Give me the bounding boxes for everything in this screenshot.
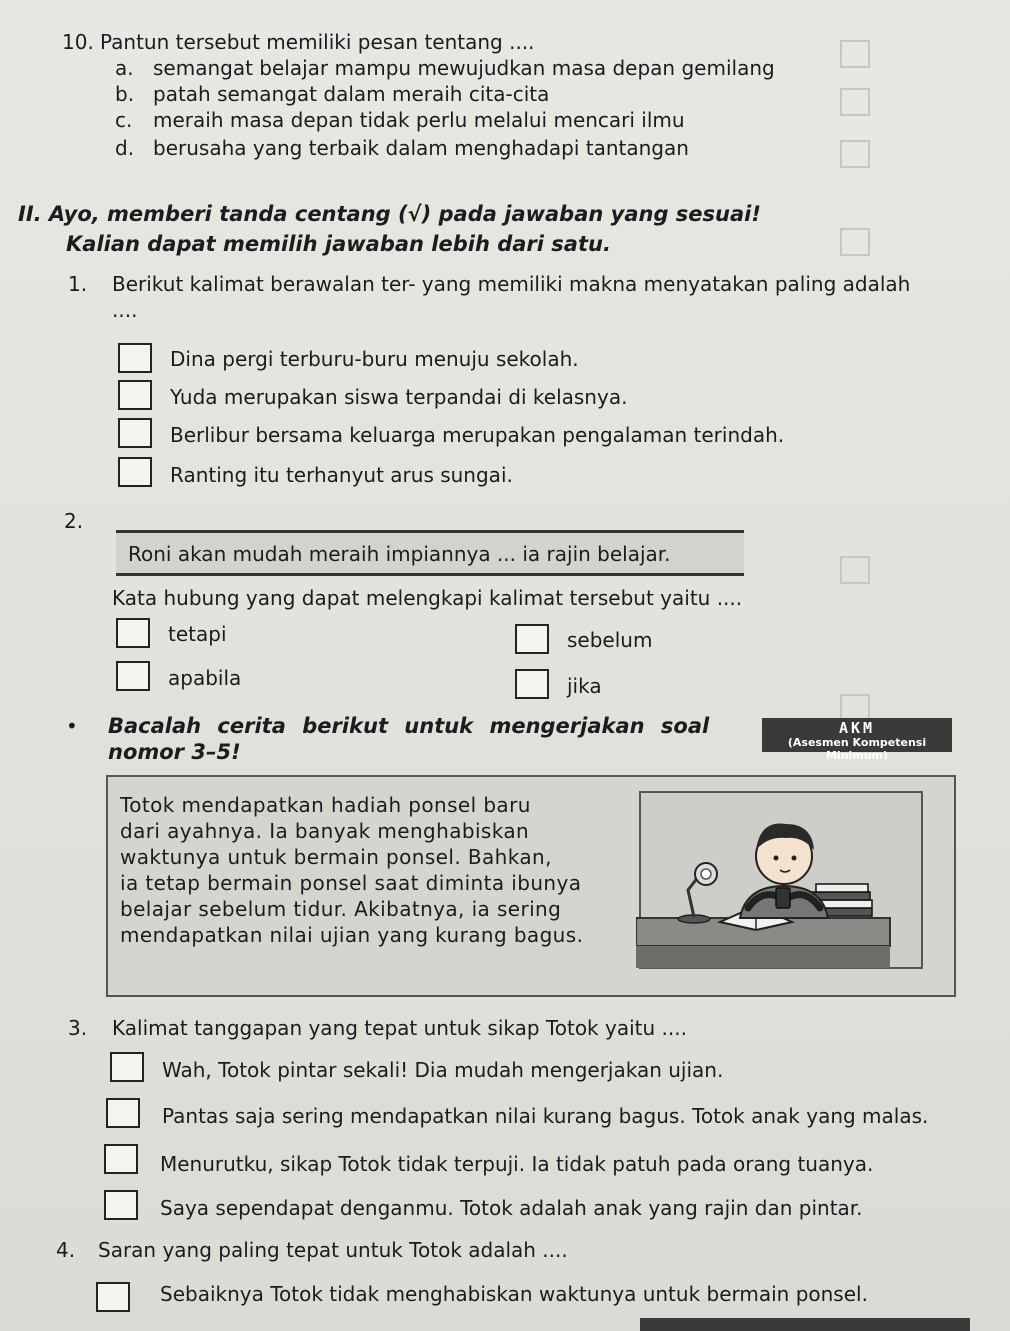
story-line: ia tetap bermain ponsel saat diminta ibunya bbox=[120, 871, 582, 895]
q3-checkbox-2[interactable] bbox=[106, 1098, 140, 1128]
q2-checkbox-tetapi[interactable] bbox=[116, 618, 150, 648]
q1-checkbox-1[interactable] bbox=[118, 343, 152, 373]
q4-number: 4. bbox=[56, 1238, 76, 1262]
q10-option-a[interactable]: semangat belajar mampu mewujudkan masa depan gemilang bbox=[153, 56, 775, 80]
bleed-through-box bbox=[840, 88, 870, 116]
q2-sentence: Roni akan mudah meraih impiannya ... ia rajin belajar. bbox=[128, 542, 671, 566]
q2-option-jika: jika bbox=[567, 674, 602, 698]
q4-question: Saran yang paling tepat untuk Totok adalah .... bbox=[98, 1238, 568, 1262]
q1-ellipsis: .... bbox=[112, 298, 138, 322]
q10-option-b-letter: b. bbox=[115, 82, 135, 106]
q4-option-1: Sebaiknya Totok tidak menghabiskan waktunya untuk bermain ponsel. bbox=[160, 1282, 868, 1306]
section-2-subtitle: Kalian dapat memilih jawaban lebih dari satu. bbox=[66, 232, 611, 256]
q3-option-4: Saya sependapat denganmu. Totok adalah anak yang rajin dan pintar. bbox=[160, 1196, 863, 1220]
q2-checkbox-sebelum[interactable] bbox=[515, 624, 549, 654]
akm-title: AKM bbox=[838, 719, 876, 737]
story-line: belajar sebelum tidur. Akibatnya, ia sering bbox=[120, 897, 562, 921]
q3-checkbox-4[interactable] bbox=[104, 1190, 138, 1220]
q2-number: 2. bbox=[64, 509, 84, 533]
phone bbox=[776, 888, 790, 908]
q1-checkbox-4[interactable] bbox=[118, 457, 152, 487]
story-line: Totok mendapatkan hadiah ponsel baru bbox=[120, 793, 531, 817]
q3-option-3: Menurutku, sikap Totok tidak terpuji. Ia tidak patuh pada orang tuanya. bbox=[160, 1152, 874, 1176]
q3-checkbox-1[interactable] bbox=[110, 1052, 144, 1082]
bleed-through-box bbox=[840, 228, 870, 256]
story-instruction-line-2: nomor 3–5! bbox=[108, 740, 241, 764]
q1-checkbox-3[interactable] bbox=[118, 418, 152, 448]
q10-option-b[interactable]: patah semangat dalam meraih cita-cita bbox=[153, 82, 550, 106]
q1-option-3: Berlibur bersama keluarga merupakan pengalaman terindah. bbox=[170, 423, 785, 447]
akm-badge bbox=[762, 718, 952, 762]
q1-option-4: Ranting itu terhanyut arus sungai. bbox=[170, 463, 513, 487]
q1-question: Berikut kalimat berawalan ter- yang memiliki makna menyatakan paling adalah bbox=[112, 272, 911, 296]
story-illustration bbox=[636, 790, 940, 990]
q2-checkbox-apabila[interactable] bbox=[116, 661, 150, 691]
q10-option-d-letter: d. bbox=[115, 136, 135, 160]
q1-checkbox-2[interactable] bbox=[118, 380, 152, 410]
bullet: • bbox=[66, 714, 78, 738]
q10-option-c[interactable]: meraih masa depan tidak perlu melalui mencari ilmu bbox=[153, 108, 685, 132]
q3-option-1: Wah, Totok pintar sekali! Dia mudah mengerjakan ujian. bbox=[162, 1058, 724, 1082]
q3-option-2: Pantas saja sering mendapatkan nilai kurang bagus. Totok anak yang malas. bbox=[162, 1104, 929, 1128]
q10-question: Pantun tersebut memiliki pesan tentang .... bbox=[100, 30, 535, 54]
bleed-through-box bbox=[840, 556, 870, 584]
story-line: mendapatkan nilai ujian yang kurang bagus. bbox=[120, 923, 584, 947]
q2-option-sebelum: sebelum bbox=[567, 628, 653, 652]
story-line: waktunya untuk bermain ponsel. Bahkan, bbox=[120, 845, 552, 869]
q1-option-1: Dina pergi terburu-buru menuju sekolah. bbox=[170, 347, 579, 371]
q2-option-apabila: apabila bbox=[168, 666, 242, 690]
q10-number: 10. bbox=[62, 30, 94, 54]
q1-number: 1. bbox=[68, 272, 88, 296]
q10-option-a-letter: a. bbox=[115, 56, 134, 80]
q4-checkbox-1[interactable] bbox=[96, 1282, 130, 1312]
q2-option-tetapi: tetapi bbox=[168, 622, 227, 646]
q2-question: Kata hubung yang dapat melengkapi kalimat tersebut yaitu .... bbox=[112, 586, 743, 610]
section-2-title: II. Ayo, memberi tanda centang (√) pada jawaban yang sesuai! bbox=[18, 202, 761, 226]
bleed-through-box bbox=[840, 40, 870, 68]
q10-option-c-letter: c. bbox=[115, 108, 133, 132]
q3-checkbox-3[interactable] bbox=[104, 1144, 138, 1174]
bleed-through-box bbox=[840, 140, 870, 168]
story-instruction-line-1: Bacalah cerita berikut untuk mengerjakan soal bbox=[108, 714, 710, 738]
story-line: dari ayahnya. Ia banyak menghabiskan bbox=[120, 819, 530, 843]
q2-checkbox-jika[interactable] bbox=[515, 669, 549, 699]
q10-option-d[interactable]: berusaha yang terbaik dalam menghadapi tantangan bbox=[153, 136, 689, 160]
q3-question: Kalimat tanggapan yang tepat untuk sikap Totok yaitu .... bbox=[112, 1016, 687, 1040]
akm-subtitle: (Asesmen Kompetensi Minimum) bbox=[787, 736, 927, 762]
desk-front bbox=[636, 946, 890, 968]
q1-option-2: Yuda merupakan siswa terpandai di kelasnya. bbox=[170, 385, 628, 409]
page-edge-shadow bbox=[640, 1318, 970, 1331]
q3-number: 3. bbox=[68, 1016, 88, 1040]
